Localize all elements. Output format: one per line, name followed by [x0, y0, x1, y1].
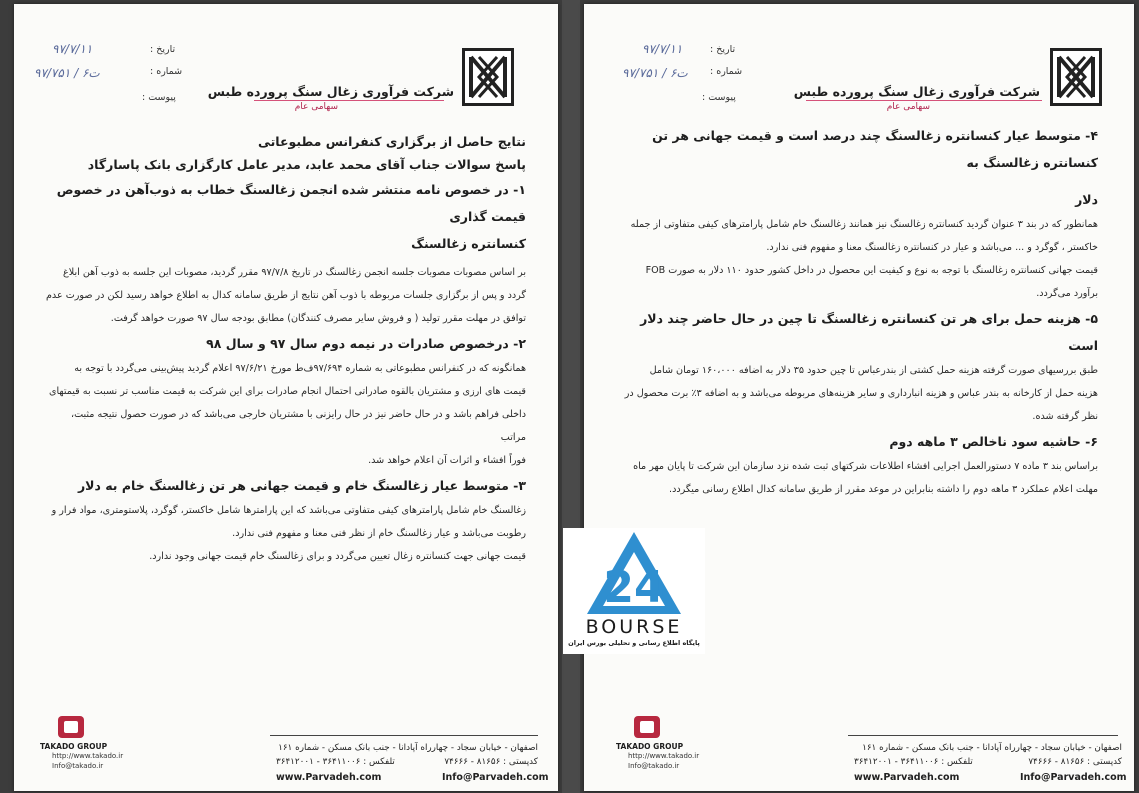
company-logo — [1050, 48, 1102, 106]
footer-postal: کدپستی : ۸۱۶۵۶ - ۷۴۶۶۶ — [444, 757, 538, 767]
section-4-line: قیمت جهانی کنسانتره زغالسنگ با توجه به نوع و کیفیت این محصول در داخل کشور حدود ۱۱۰ دلار به صورت FOB — [645, 265, 1098, 276]
date-label: تاریخ : — [150, 44, 176, 55]
section-2-line: فوراً افشاء و اثرات آن اعلام خواهد شد. — [368, 455, 526, 466]
footer-fax: تلفکس : ۳۶۴۱۱۰۰۶ - ۳۶۴۱۲۰۰۱ — [276, 757, 395, 767]
company-name: شرکت فرآوری زغال سنگ پرورده طبس — [207, 84, 454, 99]
section-6-line: براساس بند ۳ ماده ۷ دستورالعمل اجرایی افشاء اطلاعات شرکتهای ثبت شده نزد سازمان این شرکت تا پایان مهر ماه — [633, 461, 1098, 472]
letter-page-2 — [584, 4, 1134, 791]
footer-website: www.Parvadeh.com — [854, 772, 960, 783]
section-5-line: طبق بررسیهای صورت گرفته هزینه حمل کشتی از بندرعباس تا چین حدود ۳۵ دلار به اضافه ۱۶۰،۰۰۰ تومان شامل — [649, 365, 1098, 376]
group-website: http://www.takado.ir — [628, 752, 700, 760]
bourse24-watermark — [563, 528, 705, 654]
section-5-line: هزینه حمل از کارخانه به بندر عباس و هزینه انبارداری و سایر هزینه‌های مربوطه می‌باشد و به اضافه ۳٪ برت محصول در — [624, 388, 1098, 399]
number-label: شماره : — [710, 66, 743, 77]
bourse-wordmark: BOURSE — [585, 616, 683, 638]
footer-address: اصفهان - خیابان سجاد - چهارراه آپادانا - جنب بانک مسکن - شماره ۱۶۱ — [278, 743, 538, 753]
section-3-line: قیمت جهانی جهت کنسانتره زغال تعیین می‌گردد و برای زغالسنگ خام قیمت جهانی وجود ندارد. — [149, 551, 526, 562]
company-name: شرکت فرآوری زغال سنگ پرورده طبس — [793, 84, 1040, 99]
section-2-heading: ۲- درخصوص صادرات در نیمه دوم سال ۹۷ و سال ۹۸ — [206, 336, 526, 351]
date-handwritten: ۹۷/۷/۱۱ — [52, 42, 93, 56]
section-4-line: خاکستر ، گوگرد و ... می‌باشد و عیار در کنسانتره زغالسنگ معنا و مفهوم فنی ندارد. — [766, 242, 1098, 253]
section-6-line: مهلت اعلام عملکرد ۳ ماهه دوم را داشته بنابراین در موعد مقرر از طریق سامانه کدال اطلاع رسانی میگردد. — [669, 484, 1098, 495]
header-rule — [806, 100, 1042, 101]
number-handwritten: ۹۷/۷۵۱ / ۶ت — [34, 66, 100, 80]
group-name: TAKADO GROUP — [616, 742, 684, 751]
section-2-line: قیمت های ارزی و مشتریان بالقوه صادراتی احتمال انجام صادرات برای این شرکت به قیمت مناسب تر نسبت به قیمتهای — [48, 386, 526, 397]
takado-logo — [58, 716, 84, 738]
section-5-line: نظر گرفته شده. — [1032, 411, 1098, 422]
date-label: تاریخ : — [710, 44, 736, 55]
takado-logo — [634, 716, 660, 738]
footer-rule — [848, 735, 1118, 736]
company-logo — [462, 48, 514, 106]
company-type: سهامی عام — [886, 102, 930, 112]
date-handwritten: ۹۷/۷/۱۱ — [642, 42, 683, 56]
group-email: Info@takado.ir — [52, 762, 104, 770]
letter-body — [614, 122, 1098, 501]
number-label: شماره : — [150, 66, 183, 77]
document-title: نتایج حاصل از برگزاری کنفرانس مطبوعاتی — [257, 134, 526, 149]
document-subtitle: پاسخ سوالات جناب آقای محمد عابد، مدیر عامل کارگزاری بانک پاسارگاد — [87, 157, 526, 172]
header-rule — [254, 100, 444, 101]
footer-fax: تلفکس : ۳۶۴۱۱۰۰۶ - ۳۶۴۱۲۰۰۱ — [854, 757, 973, 767]
letter-page-1 — [14, 4, 558, 791]
footer-address: اصفهان - خیابان سجاد - چهارراه آپادانا - جنب بانک مسکن - شماره ۱۶۱ — [862, 743, 1122, 753]
attachment-label: پیوست : — [702, 92, 736, 103]
footer-website: www.Parvadeh.com — [276, 772, 382, 783]
section-1-line: گردد و پس از برگزاری جلسات مربوطه با ذوب آهن نتایج از طریق سامانه کدال به اطلاع خواهد رسید لکن در صورت عدم — [45, 290, 526, 301]
section-4-line: همانطور که در بند ۳ عنوان گردید کنسانتره زغالسنگ نیز همانند زغالسنگ خام شامل پارامترهای کیفی متفاوتی از جمله — [630, 219, 1098, 230]
bourse24-logo-icon — [563, 528, 705, 618]
section-4-heading: ۴- متوسط عیار کنسانتره زغالسنگ چند درصد است و قیمت جهانی هر تن کنسانتره زغالسنگ به — [652, 128, 1098, 170]
section-3-heading: ۳- متوسط عیار زغالسنگ خام و قیمت جهانی هر تن زغالسنگ خام به دلار — [77, 478, 526, 493]
group-name: TAKADO GROUP — [40, 742, 108, 751]
group-email: Info@takado.ir — [628, 762, 680, 770]
section-1-line: توافق در مهلت مقرر تولید ( و فروش سایر مصرف کنندگان) مطابق بودجه سال ۹۷ صورت خواهد گرفت. — [110, 313, 526, 324]
footer-email: Info@Parvadeh.com — [1020, 772, 1127, 783]
attachment-label: پیوست : — [142, 92, 176, 103]
group-website: http://www.takado.ir — [52, 752, 124, 760]
section-1-heading: ۱- در خصوص نامه منتشر شده انجمن زغالسنگ خطاب به ذوب‌آهن در خصوص قیمت گذاری — [56, 182, 526, 224]
section-3-line: رطوبت می‌باشد و عیار زغالسنگ خام از نظر فنی معنا و مفهوم فنی ندارد. — [232, 528, 526, 539]
footer-rule — [270, 735, 538, 736]
section-5-heading: ۵- هزینه حمل برای هر تن کنسانتره زغالسنگ تا چین در حال حاضر چند دلار است — [640, 311, 1098, 353]
bourse-tagline: پایگاه اطلاع رسانی و تحلیلی بورس ایران — [568, 639, 700, 647]
letter-body — [46, 130, 526, 568]
section-1-line: بر اساس مصوبات مصوبات جلسه انجمن زغالسنگ در تاریخ ۹۷/۷/۸ مقرر گردید، مصوبات این جلسه به ذوب آهن ابلاغ — [63, 267, 526, 278]
number-handwritten: ۹۷/۷۵۱ / ۶ت — [622, 66, 688, 80]
company-type: سهامی عام — [294, 102, 338, 112]
section-6-heading: ۶- حاشیه سود ناخالص ۳ ماهه دوم — [889, 434, 1098, 449]
section-1-heading-cont: کنسانتره زغالسنگ — [411, 236, 526, 251]
svg-text:24: 24 — [603, 562, 665, 613]
section-4-line: برآورد می‌گردد. — [1036, 288, 1098, 299]
section-2-line: داخلی فراهم باشد و در حال حاضر نیز در حال رایزنی با مشتریان خارجی می‌باشد که در صورت حصول نتیجه مثبت، مراتب — [71, 409, 526, 443]
section-3-line: زغالسنگ خام شامل پارامترهای کیفی متفاوتی می‌باشد که این پارامترها شامل خاکستر، گوگرد، پلاستومتری، مواد فرار و — [51, 505, 526, 516]
footer-email: Info@Parvadeh.com — [442, 772, 549, 783]
section-4-heading-cont: دلار — [1075, 192, 1098, 207]
page-gutter — [562, 0, 580, 793]
footer-postal: کدپستی : ۸۱۶۵۶ - ۷۴۶۶۶ — [1028, 757, 1122, 767]
section-2-line: همانگونه که در کنفرانس مطبوعاتی به شماره ۹۷/۶۹۴ف‌ط مورخ ۹۷/۶/۲۱ اعلام گردید پیش‌بینی می‌گردد با توجه به — [74, 363, 526, 374]
